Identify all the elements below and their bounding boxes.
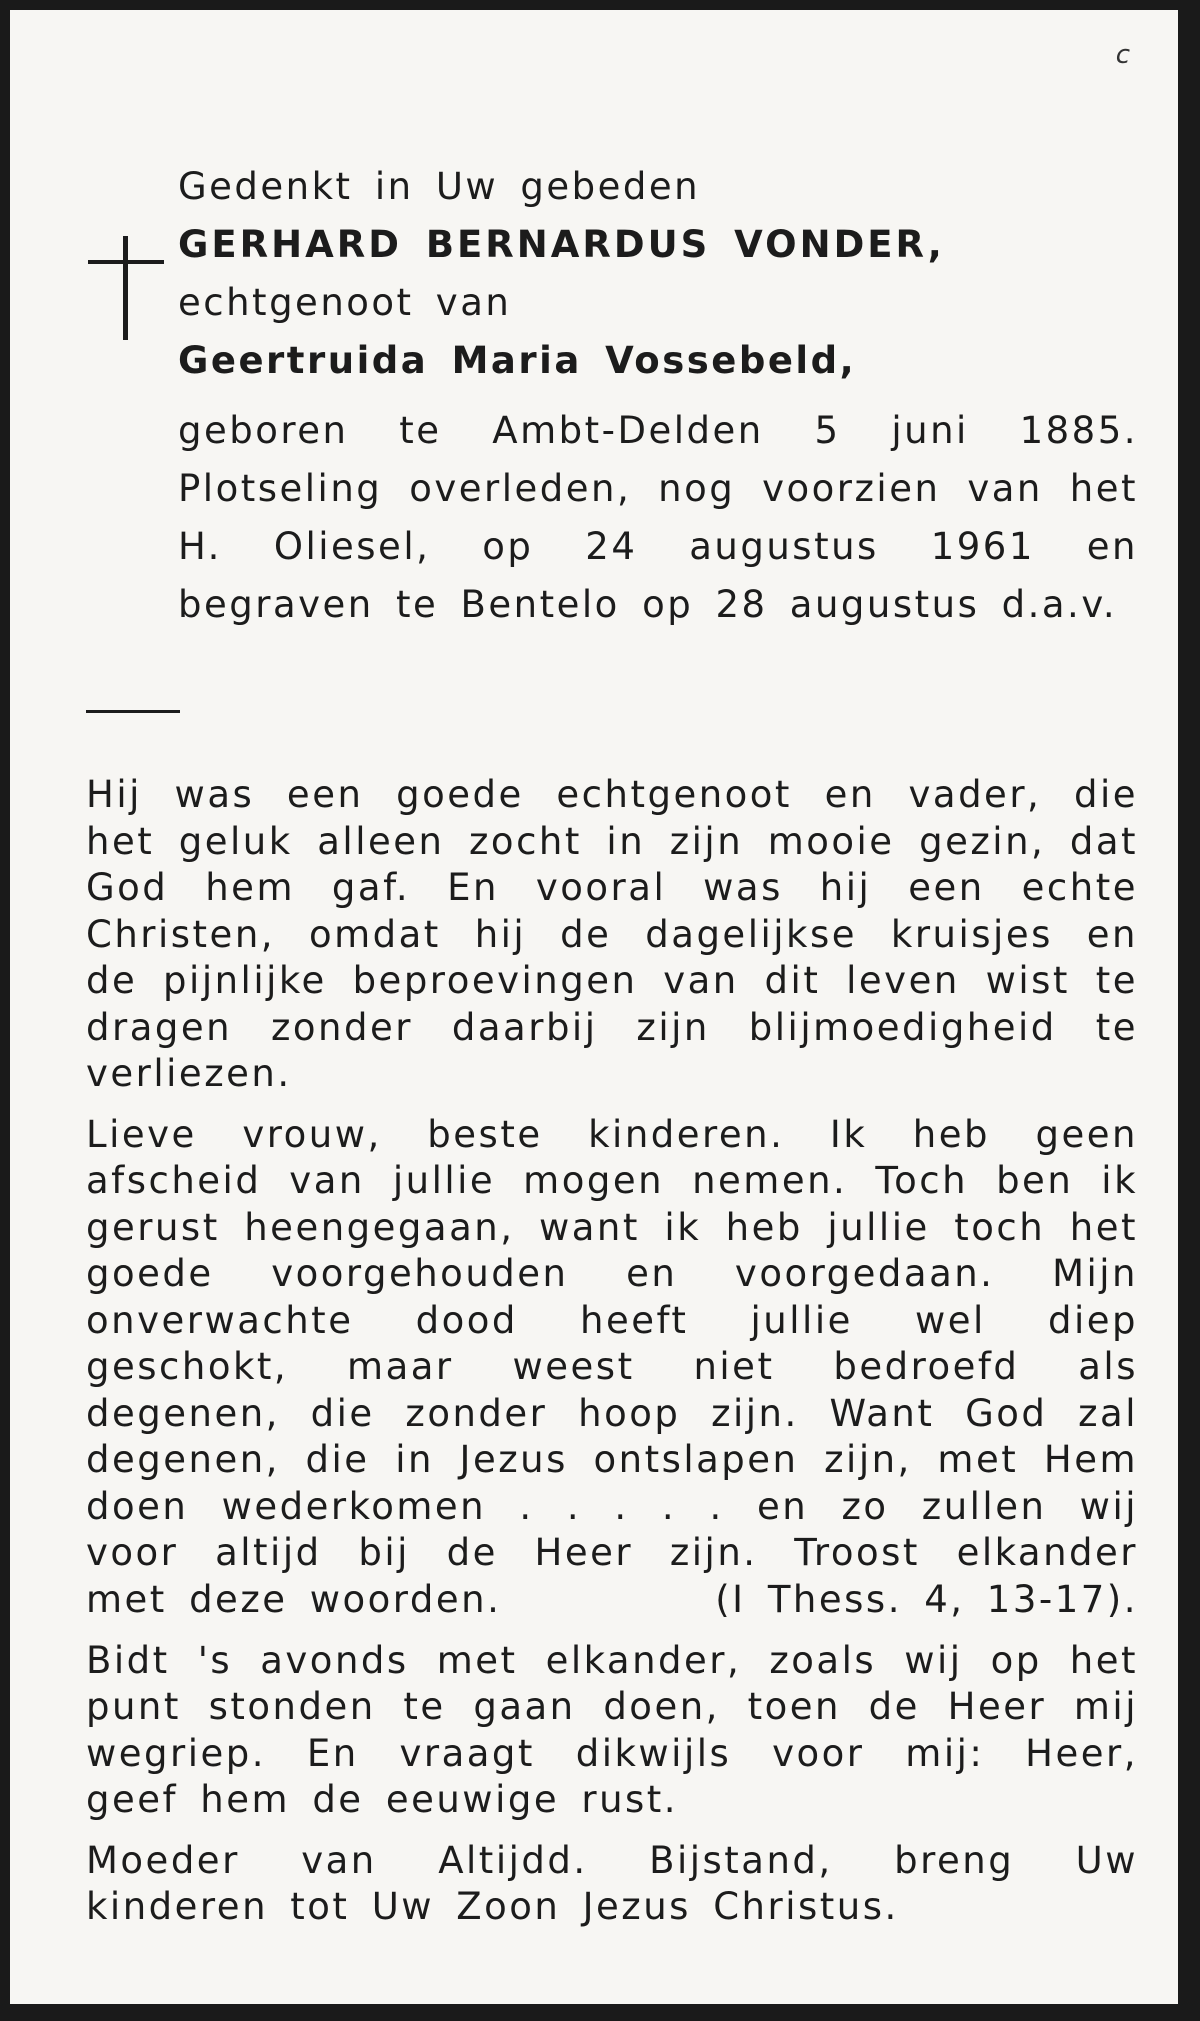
cross-icon — [88, 236, 164, 340]
pray-line: Gedenkt in Uw gebeden — [178, 165, 701, 208]
header-block — [178, 158, 1138, 634]
tribute-paragraph: Hij was een goede echtgenoot en vader, die het geluk alleen zocht in zijn mooie gezin, dat God hem gaf. En vooral was hij een echte Christen, omdat hij de dagelijkse kruisjes en de pijnlijke beproevingen van dit leven wist te dragen zonder daarbij zijn blijmoedigheid te verliezen. — [86, 773, 1138, 1095]
body-block — [86, 772, 1138, 1945]
closing-prayer-paragraph: Moeder van Altijdd. Bijstand, breng Uw kinderen tot Uw Zoon Jezus Christus. — [86, 1838, 1138, 1928]
memorial-card — [10, 10, 1178, 2004]
life-details: geboren te Ambt-Delden 5 juni 1885. Plotseling overleden, nog voorzien van het H. Oliesel, op 24 augustus 1961 en begraven te Bentelo op 28 augustus d.a.v. — [178, 409, 1138, 626]
deceased-name: GERHARD BERNARDUS VONDER, — [178, 223, 945, 266]
bible-reference: (I Thess. 4, 13-17). — [715, 1578, 1138, 1621]
farewell-text: Lieve vrouw, beste kinderen. Ik heb geen afscheid van jullie mogen nemen. Toch ben ik gerust heengegaan, want ik heb jullie toch het goede voorgehouden en voorgedaan. Mijn onverwachte dood heeft jullie wel diep geschokt, maar weest niet bedroefd als degenen, die zonder hoop zijn. Want God zal degenen, die in Jezus ontslapen zijn, met Hem doen wederkomen . . . . . en zo zullen wij voor altijd bij de Heer zijn. Troost elkander met deze woorden. — [86, 1112, 1138, 1621]
divider — [86, 710, 180, 713]
spouse-name: Geertruida Maria Vossebeld, — [178, 339, 857, 382]
spouse-intro: echtgenoot van — [178, 281, 512, 324]
farewell-paragraph — [86, 1112, 1138, 1624]
evening-prayer-paragraph: Bidt 's avonds met elkander, zoals wij op het punt stonden te gaan doen, toen de Heer mij wegriep. En vraagt dikwijls voor mij: Heer, geef hem de eeuwige rust. — [86, 1638, 1138, 1821]
corner-mark: c — [1115, 40, 1130, 70]
